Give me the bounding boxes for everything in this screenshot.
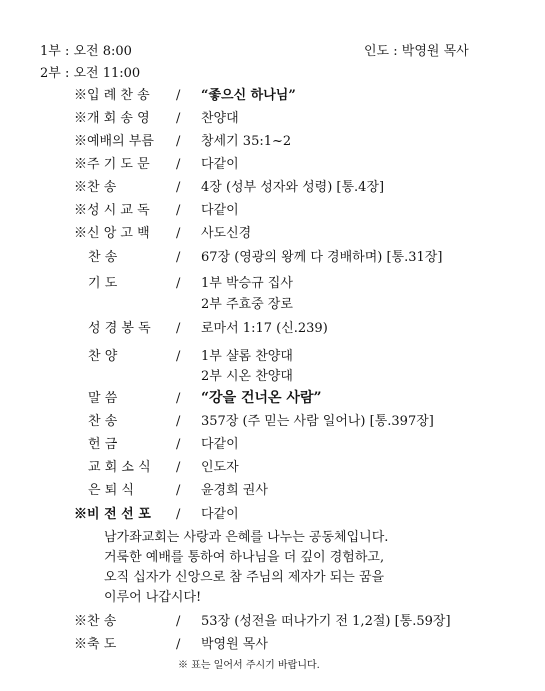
order-label: 성 경 봉 독 <box>88 321 151 336</box>
order-value: 다같이 <box>201 437 239 452</box>
order-separator: / <box>176 614 181 629</box>
order-value: 53장 (성전을 떠나가기 전 1,2절) [통.59장] <box>201 614 451 629</box>
standing-footnote: ※ 표는 일어서 주시기 바랍니다. <box>178 660 320 671</box>
order-label: 교 회 소 식 <box>88 460 151 475</box>
order-label: ※개 회 송 영 <box>74 111 150 126</box>
order-value: 67장 (영광의 왕께 다 경배하며) [통.31장] <box>201 250 443 265</box>
order-separator: / <box>176 157 181 172</box>
vision-line: 이루어 나갑시다! <box>104 590 202 605</box>
order-separator: / <box>176 437 181 452</box>
order-separator: / <box>176 134 181 149</box>
order-label: 찬 송 <box>88 250 118 265</box>
order-separator: / <box>176 483 181 498</box>
order-value: 다같이 <box>201 157 239 172</box>
service-leader: 인도 : 박영원 목사 <box>364 44 469 59</box>
order-label: 은 퇴 식 <box>88 483 134 498</box>
order-label: 찬 송 <box>88 414 118 429</box>
order-separator: / <box>176 507 181 522</box>
sermon-title: “강을 건너온 사람” <box>201 390 322 406</box>
order-value: 박영원 목사 <box>201 637 268 652</box>
order-separator: / <box>176 460 181 475</box>
vision-line: 오직 십자가 신앙으로 참 주님의 제자가 되는 꿈을 <box>104 570 385 585</box>
order-label: ※비 전 선 포 <box>74 507 151 522</box>
order-value: 357장 (주 믿는 사람 일어나) [통.397장] <box>201 414 434 429</box>
order-value: 윤경희 권사 <box>201 483 268 498</box>
order-separator: / <box>176 391 181 406</box>
order-value: 1부 샬롬 찬양대 <box>201 349 293 364</box>
order-separator: / <box>176 414 181 429</box>
order-label: 헌 금 <box>88 437 118 452</box>
order-label: ※찬 송 <box>74 614 117 629</box>
order-value: “좋으신 하나님” <box>201 88 296 103</box>
order-separator: / <box>176 637 181 652</box>
vision-line: 남가좌교회는 사랑과 은혜를 나누는 공동체입니다. <box>104 530 389 545</box>
vision-line: 거룩한 예배를 통하여 하나님을 더 깊이 경험하고, <box>104 550 385 565</box>
order-label: ※주 기 도 문 <box>74 157 150 172</box>
order-separator: / <box>176 203 181 218</box>
service-time-first: 1부 : 오전 8:00 <box>40 44 132 59</box>
order-value: 1부 박승규 집사 <box>201 276 293 291</box>
order-separator: / <box>176 321 181 336</box>
order-label: ※입 례 찬 송 <box>74 88 150 103</box>
order-label: ※찬 송 <box>74 180 117 195</box>
order-label: ※성 시 교 독 <box>74 203 150 218</box>
order-value: 창세기 35:1~2 <box>201 134 292 149</box>
order-value: 로마서 1:17 (신.239) <box>201 321 328 336</box>
order-label: 말 씀 <box>88 391 118 406</box>
order-value: 찬양대 <box>201 111 239 126</box>
order-separator: / <box>176 111 181 126</box>
order-value: 인도자 <box>201 460 239 475</box>
order-separator: / <box>176 226 181 241</box>
order-label: ※축 도 <box>74 637 117 652</box>
order-label: ※예배의 부름 <box>74 134 154 149</box>
order-value-second: 2부 주효중 장로 <box>201 297 293 312</box>
service-time-second: 2부 : 오전 11:00 <box>40 66 141 81</box>
order-separator: / <box>176 88 181 103</box>
order-label: ※신 앙 고 백 <box>74 226 150 241</box>
order-value-second: 2부 시온 찬양대 <box>201 369 293 384</box>
order-separator: / <box>176 349 181 364</box>
order-separator: / <box>176 276 181 291</box>
order-label: 기 도 <box>88 276 118 291</box>
order-value: 다같이 <box>201 203 239 218</box>
order-value: 4장 (성부 성자와 성령) [통.4장] <box>201 180 385 195</box>
order-separator: / <box>176 250 181 265</box>
order-separator: / <box>176 180 181 195</box>
order-label: 찬 양 <box>88 349 118 364</box>
order-value: 다같이 <box>201 507 239 522</box>
order-value: 사도신경 <box>201 226 252 241</box>
